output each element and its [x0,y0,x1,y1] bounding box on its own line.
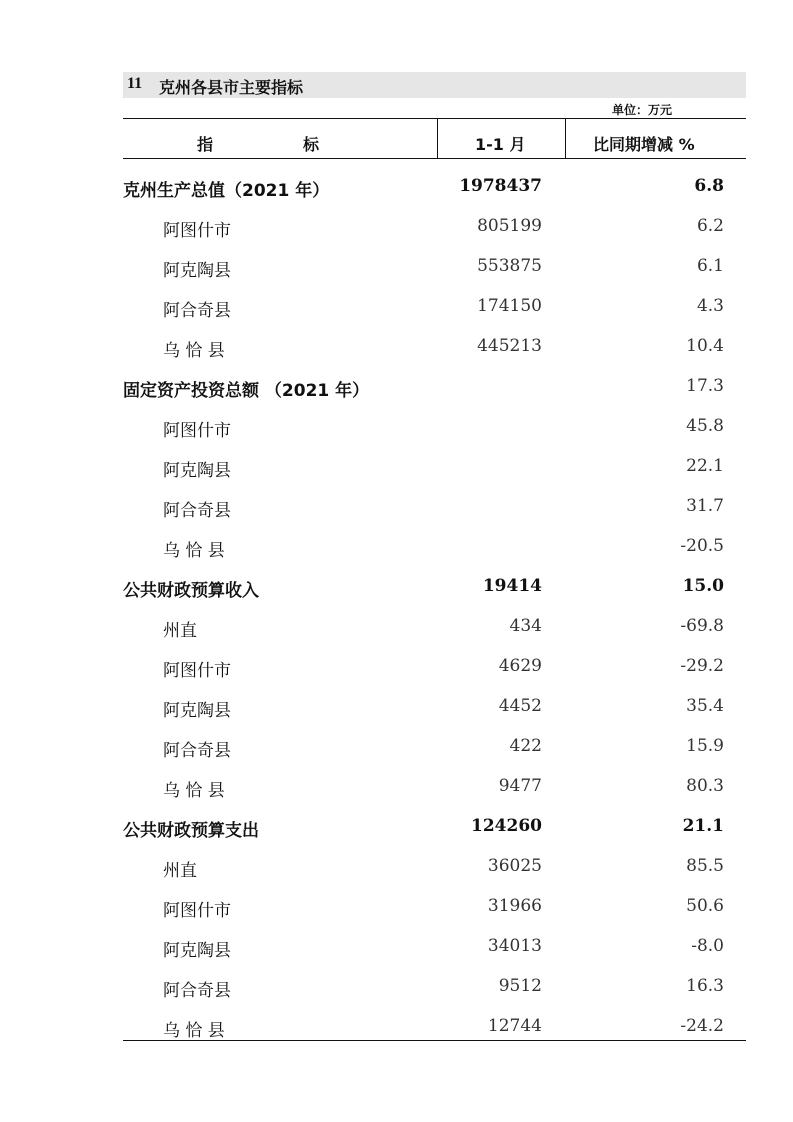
row-change: -8.0 [691,936,724,956]
row-change: 6.8 [694,176,724,196]
header-indicator-1: 指 [197,135,214,154]
table-row [123,206,746,246]
table-row-section [123,566,746,606]
table-row [123,846,746,886]
row-change: -29.2 [680,656,724,676]
row-name: 阿图什市 [163,901,231,921]
row-name: 公共财政预算支出 [123,821,259,841]
row-value: 34013 [487,936,542,956]
table-row [123,686,746,726]
row-name: 阿图什市 [163,661,231,681]
table-row [123,646,746,686]
table-row [123,606,746,646]
unit-label: 单位：万元 [612,103,673,117]
row-change: 50.6 [686,896,724,916]
table-row [123,326,746,366]
row-change: 22.1 [686,456,724,476]
table-row [123,446,746,486]
header-indicator-2: 标 [303,135,320,154]
row-value: 12744 [487,1016,542,1036]
row-change: 6.1 [696,256,724,276]
row-name: 阿合奇县 [163,741,231,761]
row-name: 乌 恰 县 [163,781,225,801]
row-name: 州直 [163,861,197,881]
table-row [123,526,746,566]
row-value: 174150 [477,296,542,316]
row-value: 9477 [498,776,542,796]
row-value: 434 [509,616,542,636]
row-change: 45.8 [686,416,724,436]
row-name: 阿图什市 [163,221,231,241]
header-period: 1-1 月 [475,135,526,154]
row-value: 422 [509,736,542,756]
row-name: 阿克陶县 [163,261,231,281]
row-name: 州直 [163,621,197,641]
row-change: 31.7 [686,496,724,516]
row-change: 17.3 [686,376,724,396]
table-row-section [123,366,746,406]
table-title-bar [123,72,746,98]
table-row [123,926,746,966]
table-body [123,166,746,1046]
header-rule [123,158,746,159]
row-name: 阿合奇县 [163,301,231,321]
row-change: 15.9 [686,736,724,756]
row-value: 805199 [477,216,542,236]
row-change: 35.4 [686,696,724,716]
row-value: 1978437 [459,176,542,196]
table-title: 克州各县市主要指标 [159,78,304,97]
row-value: 4629 [498,656,542,676]
row-value: 124260 [471,816,542,836]
row-name: 阿图什市 [163,421,231,441]
row-change: 80.3 [686,776,724,796]
table-bottom-rule [123,1040,746,1041]
row-change: 10.4 [686,336,724,356]
row-name: 克州生产总值（2021 年） [123,181,330,201]
row-change: -69.8 [680,616,724,636]
table-row-section [123,806,746,846]
row-name: 阿克陶县 [163,461,231,481]
row-name: 阿克陶县 [163,701,231,721]
row-name: 阿合奇县 [163,501,231,521]
row-change: 4.3 [696,296,724,316]
row-change: 85.5 [686,856,724,876]
row-name: 公共财政预算收入 [123,581,259,601]
row-name: 阿克陶县 [163,941,231,961]
row-change: 15.0 [682,576,724,596]
row-name: 乌 恰 县 [163,541,225,561]
header-change: 比同期增减 % [593,135,695,154]
column-divider [565,118,566,158]
row-change: 16.3 [686,976,724,996]
row-change: 6.2 [696,216,724,236]
row-change: -24.2 [680,1016,724,1036]
row-value: 36025 [487,856,542,876]
table-row [123,406,746,446]
column-divider [437,118,438,158]
table-row [123,966,746,1006]
row-name: 阿合奇县 [163,981,231,1001]
table-row [123,766,746,806]
table-number: 11 [127,75,143,92]
row-value: 31966 [487,896,542,916]
row-name: 乌 恰 县 [163,1021,225,1041]
table-row [123,286,746,326]
row-name: 固定资产投资总额 （2021 年） [123,381,370,401]
table-row [123,886,746,926]
row-value: 9512 [498,976,542,996]
row-change: 21.1 [682,816,724,836]
row-change: -20.5 [680,536,724,556]
row-value: 445213 [477,336,542,356]
row-value: 19414 [482,576,542,596]
table-row [123,486,746,526]
table-top-rule [123,118,746,119]
table-row-section [123,166,746,206]
table-row [123,246,746,286]
table-row [123,726,746,766]
row-name: 乌 恰 县 [163,341,225,361]
row-value: 553875 [477,256,542,276]
row-value: 4452 [498,696,542,716]
